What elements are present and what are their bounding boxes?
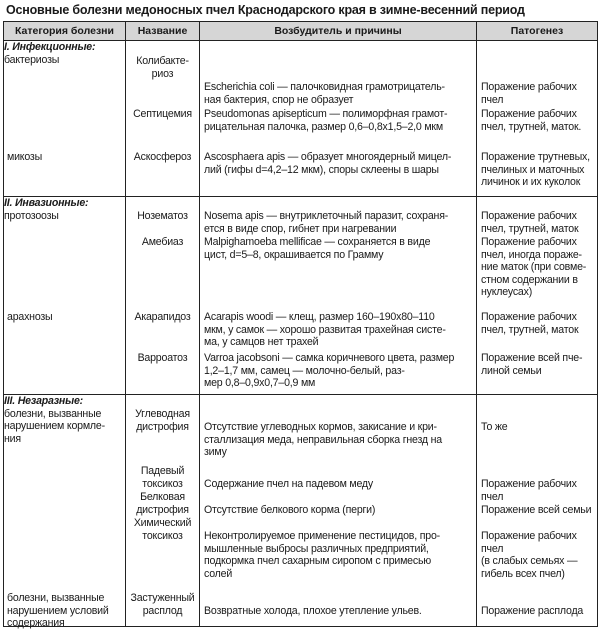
disease-chilled-brood: Застуженный расплод bbox=[130, 592, 195, 617]
disease-carbohydrate-dystrophy: Углеводная дистрофия bbox=[135, 408, 190, 433]
pathogenesis-honeydew-toxicosis: Поражение рабочих пчел bbox=[481, 478, 577, 503]
pathogenesis-cell bbox=[477, 41, 598, 197]
category-arachnoses: арахнозы bbox=[7, 311, 53, 323]
cause-cell bbox=[200, 41, 477, 197]
disease-honeydew-toxicosis: Падевый токсикоз bbox=[140, 465, 185, 490]
disease-nosematosis: Нозематоз bbox=[137, 210, 188, 222]
cause-chemical-toxicosis: Неконтролируемое применение пестицидов, про- мышленные выбросы различных предприятий, подкормка пчел сахарным сиропом с примесью солей bbox=[204, 530, 440, 580]
pathogenesis-chilled-brood: Поражение расплода bbox=[481, 605, 584, 617]
section-invasive: II. Инвазионные: bbox=[4, 197, 89, 209]
disease-protein-dystrophy: Белковая дистрофия bbox=[136, 491, 189, 516]
diseases-table bbox=[3, 21, 598, 630]
cause-acarapidosis: Acarapis woodi — клещ, размер 160–190х80–110 мкм, у самок — хорошо развитая трахейная систе- ма, у самцов нет трахей bbox=[204, 311, 446, 349]
category-nutrition: болезни, вызванные нарушением кормле- ния bbox=[4, 407, 105, 445]
header-category: Категория болезни bbox=[4, 22, 126, 41]
header-pathogenesis: Патогенез bbox=[477, 22, 598, 41]
pathogenesis-cell bbox=[477, 395, 598, 627]
disease-varroatosis: Варроатоз bbox=[137, 352, 188, 364]
pathogenesis-protein-dystrophy: Поражение всей семьи bbox=[481, 504, 592, 516]
cause-cell bbox=[200, 197, 477, 395]
cause-chilled-brood: Возвратные холода, плохое утепление ульев. bbox=[204, 605, 422, 617]
disease-ascospherosis: Аскосфероз bbox=[133, 151, 192, 163]
pathogenesis-acarapidosis: Поражение рабочих пчел, трутней, маток bbox=[481, 311, 579, 336]
name-cell bbox=[126, 41, 200, 197]
category-cell bbox=[4, 395, 126, 630]
disease-acarapidosis: Акарапидоз bbox=[134, 311, 191, 323]
cause-amoebiasis: Malpighamoeba mellificae — сохраняется в виде цист, d=5–8, окрашивается по Грамму bbox=[204, 236, 431, 261]
table-row-section-noninfectious bbox=[4, 395, 598, 627]
header-row bbox=[4, 22, 598, 41]
pathogenesis-ascospherosis: Поражение трутневых, пчелиных и маточных личинок и их куколок bbox=[481, 151, 590, 189]
name-cell bbox=[126, 395, 200, 627]
name-cell bbox=[126, 197, 200, 395]
pathogenesis-chemical-toxicosis: Поражение рабочих пчел (в слабых семьях — гибель всех пчел) bbox=[481, 530, 578, 580]
disease-septicemia: Септицемия bbox=[133, 108, 192, 120]
cause-honeydew-toxicosis: Содержание пчел на падевом меду bbox=[204, 478, 374, 490]
pathogenesis-colibacteriosis: Поражение рабочих пчел bbox=[481, 81, 577, 106]
pathogenesis-nosematosis: Поражение рабочих пчел, трутней, маток bbox=[481, 210, 579, 235]
category-cell bbox=[4, 197, 126, 395]
cause-protein-dystrophy: Отсутствие белкового корма (перги) bbox=[204, 504, 376, 516]
cause-septicemia: Pseudomonas apisepticum — полиморфная грамот- рицательная палочка, размер 0,6–0,8х1,5–2,0 мкм bbox=[204, 108, 448, 133]
cause-varroatosis: Varroa jacobsoni — самка коричневого цвета, размер 1,2–1,7 мм, самец — молочно-белый, раз- мер 0,8–0,9х0,7–0,9 мм bbox=[204, 352, 455, 390]
category-protozooses: протозоозы bbox=[4, 209, 59, 222]
category-cell bbox=[4, 41, 126, 197]
section-noninfectious: III. Незаразные: bbox=[4, 395, 83, 407]
cause-ascospherosis: Ascosphaera apis — образует многоядерный мицел- лий (гифы d=4,2–12 мкм), споры склеены в шары bbox=[204, 151, 452, 176]
pathogenesis-cell bbox=[477, 197, 598, 395]
category-bacterioses: бактериозы bbox=[4, 53, 60, 66]
table-row-section-infectious bbox=[4, 41, 598, 197]
pathogenesis-amoebiasis: Поражение рабочих пчел, иногда пораже- ние маток (при совме- стном содержании в нуклеусах) bbox=[481, 236, 587, 299]
table-title: Основные болезни медоносных пчел Краснодарского края в зимне-весенний период bbox=[6, 3, 525, 17]
cause-cell bbox=[200, 395, 477, 627]
disease-chemical-toxicosis: Химический токсикоз bbox=[133, 517, 192, 542]
category-conditions: болезни, вызванные нарушением условий содержания bbox=[7, 592, 109, 630]
cause-carbohydrate-dystrophy: Отсутствие углеводных кормов, закисание и кри- сталлизация меда, неправильная сборка гнезд на зиму bbox=[204, 421, 442, 459]
header-name: Название bbox=[126, 22, 200, 41]
category-mycoses: микозы bbox=[7, 151, 42, 163]
section-infectious: I. Инфекционные: bbox=[4, 41, 96, 53]
cause-colibacteriosis: Escherichia coli — палочковидная грамотрицатель- ная бактерия, спор не образует bbox=[204, 81, 445, 106]
cause-nosematosis: Nosema apis — внутриклеточный паразит, сохраня- ется в виде спор, гибнет при нагревании bbox=[204, 210, 449, 235]
table-row-section-invasive bbox=[4, 197, 598, 395]
disease-colibacteriosis: Колибакте- риоз bbox=[136, 55, 189, 80]
pathogenesis-carbohydrate-dystrophy: То же bbox=[481, 421, 508, 433]
disease-amoebiasis: Амебиаз bbox=[141, 236, 184, 248]
pathogenesis-septicemia: Поражение рабочих пчел, трутней, маток. bbox=[481, 108, 582, 133]
header-cause: Возбудитель и причины bbox=[200, 22, 477, 41]
pathogenesis-varroatosis: Поражение всей пче- линой семьи bbox=[481, 352, 583, 377]
